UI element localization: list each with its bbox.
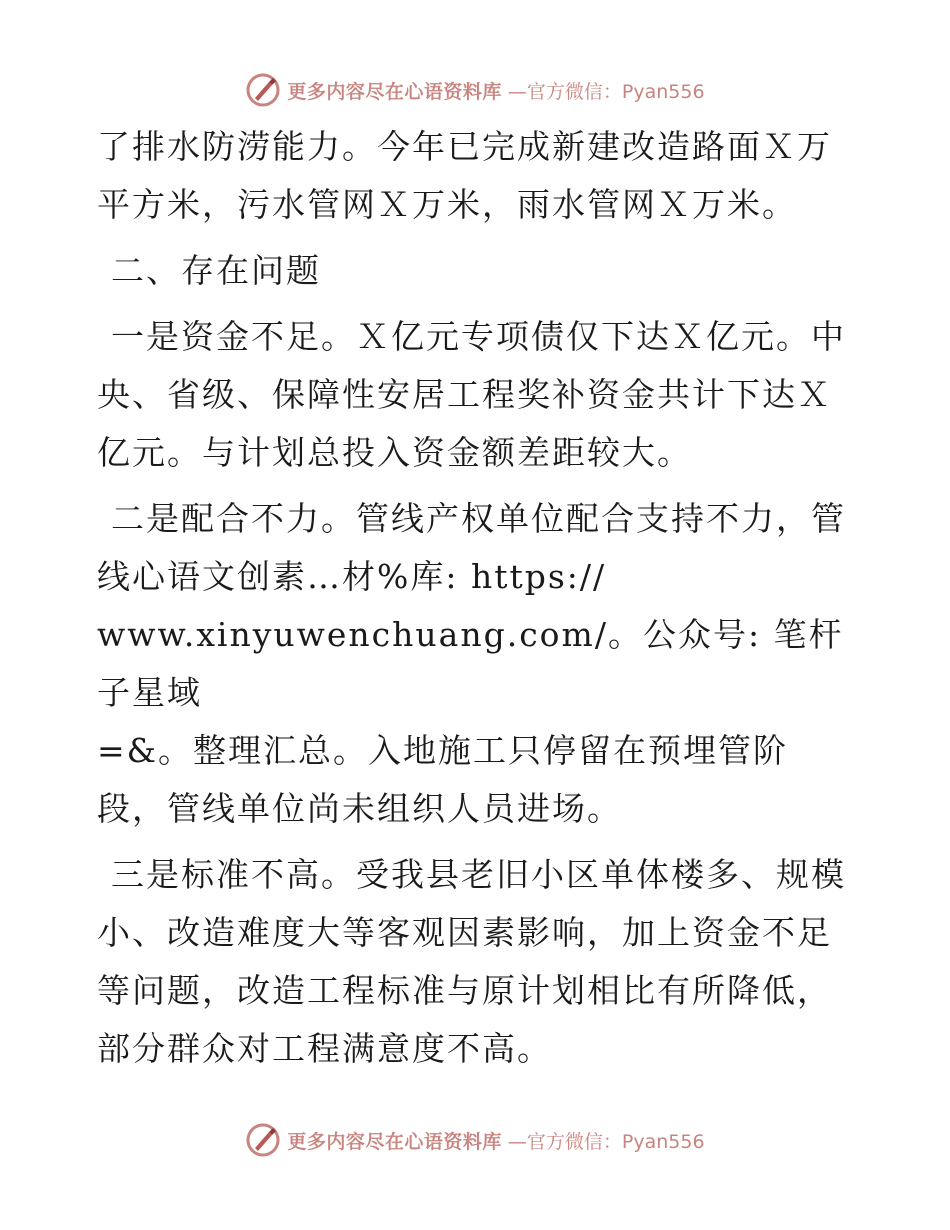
pen-logo-icon bbox=[245, 1122, 281, 1158]
paragraph-coordination-line3: =&。整理汇总。入地施工只停留在预埋管阶段，管线单位尚未组织人员进场。 bbox=[97, 731, 789, 828]
paragraph-funding: 一是资金不足。Ｘ亿元专项债仅下达Ｘ亿元。中央、省级、保障性安居工程奖补资金共计下达Ｘ亿元。与计划总投入资金额差距较大。 bbox=[97, 317, 846, 472]
paragraph-drainage: 了排水防涝能力。今年已完成新建改造路面Ｘ万平方米，污水管网Ｘ万米，雨水管网Ｘ万米。 bbox=[97, 127, 832, 224]
header-watermark-main: 更多内容尽在心语资料库 bbox=[287, 80, 502, 103]
header-watermark-sub: —官方微信：Pyan556 bbox=[507, 80, 705, 103]
pen-logo-icon bbox=[245, 72, 281, 108]
footer-watermark bbox=[0, 1120, 950, 1160]
paragraph-coordination-line1: 二是配合不力。管线产权单位配合支持不力，管线心语文创素…材%库: https:// bbox=[97, 499, 846, 596]
paragraph-standards: 三是标准不高。受我县老旧小区单体楼多、规模小、改造难度大等客观因素影响，加上资金不足等问题，改造工程标准与原计划相比有所降低，部分群众对工程满意度不高。 bbox=[97, 855, 846, 1068]
document-body bbox=[97, 118, 857, 1086]
footer-watermark-main: 更多内容尽在心语资料库 bbox=[287, 1130, 502, 1153]
header-watermark bbox=[0, 70, 950, 110]
section-heading-problems: 二、存在问题 bbox=[111, 251, 321, 290]
paragraph-coordination bbox=[97, 490, 857, 838]
paragraph-coordination-line2: www.xinyuwenchuang.com/。公众号: 笔杆子星域 bbox=[97, 615, 844, 712]
footer-watermark-sub: —官方微信：Pyan556 bbox=[507, 1130, 705, 1153]
